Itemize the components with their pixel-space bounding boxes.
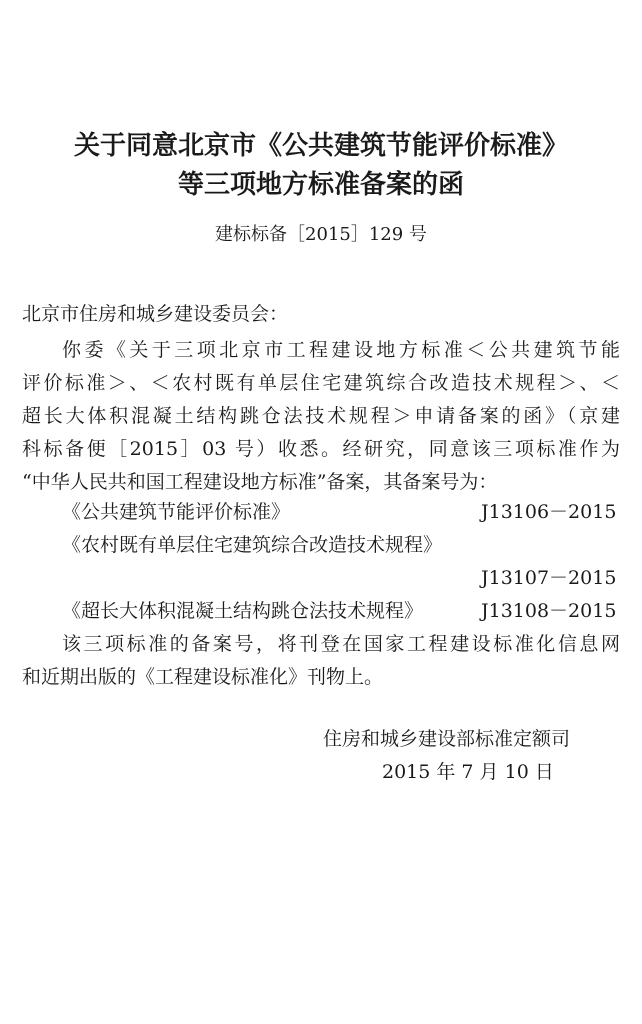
standard-2-code: J13107－2015	[481, 567, 617, 589]
document-title-line-2: 等三项地方标准备案的函	[177, 170, 464, 200]
closing-line-2: 和近期出版的《工程建设标准化》刊物上。	[22, 666, 384, 688]
standard-3-code: J13108－2015	[481, 600, 617, 622]
standard-1-code: J13106－2015	[481, 501, 617, 523]
signature-organization: 住房和城乡建设部标准定额司	[323, 728, 571, 750]
standard-3-name: 《超长大体积混凝土结构跳仓法技术规程》	[62, 600, 424, 622]
closing-line-1: 该三项标准的备案号，将刊登在国家工程建设标准化信息网	[62, 633, 620, 655]
body-paragraph-line-1: 你委《关于三项北京市工程建设地方标准＜公共建筑节能	[62, 339, 620, 361]
signature-date: 2015 年 7 月 10 日	[382, 761, 554, 783]
document-number: 建标标备［2015］129 号	[215, 224, 427, 245]
standard-2-name: 《农村既有单层住宅建筑综合改造技术规程》	[62, 534, 443, 556]
body-paragraph-line-5: “中华人民共和国工程建设地方标准”备案，其备案号为：	[22, 471, 498, 493]
document-title-line-1: 关于同意北京市《公共建筑节能评价标准》	[73, 131, 568, 161]
addressee: 北京市住房和城乡建设委员会：	[22, 303, 289, 325]
body-paragraph-line-2: 评价标准＞、＜农村既有单层住宅建筑综合改造技术规程＞、＜	[22, 372, 620, 394]
body-paragraph-line-4: 科标备便［2015］03 号）收悉。经研究，同意该三项标准作为	[22, 438, 620, 460]
body-paragraph-line-3: 超长大体积混凝土结构跳仓法技术规程＞申请备案的函》（京建	[22, 405, 620, 427]
standard-1-name: 《公共建筑节能评价标准》	[62, 501, 291, 523]
